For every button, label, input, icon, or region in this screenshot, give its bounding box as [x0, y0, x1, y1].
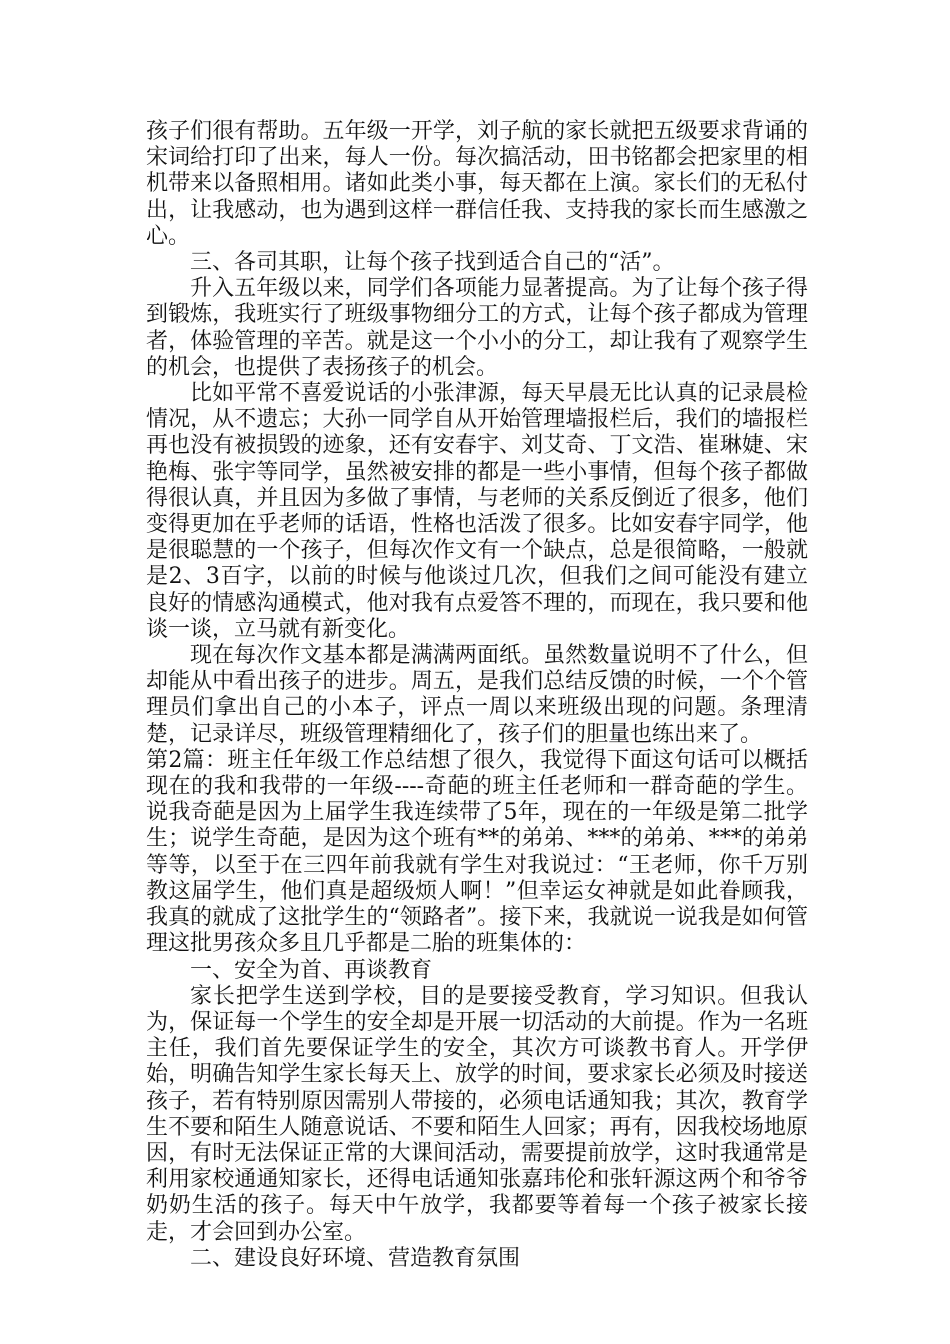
section-heading-2: 二、建设良好环境、营造教育氛围: [190, 1245, 521, 1271]
paragraph-1: 孩子们很有帮助。五年级一开学，刘子航的家长就把五级要求背诵的宋词给打印了出来，每人一份。每次搞活动，田书铭都会把家里的相机带来以备照相用。诸如此类小事，每天都在上演。家长们的无私付出，让我感动，也为遇到这样一群信任我、支持我的家长而生感激之心。: [146, 119, 808, 249]
article-2-intro: 第2篇：班主任年级工作总结想了很久，我觉得下面这句话可以概括现在的我和我带的一年级----奇葩的班主任老师和一群奇葩的学生。说我奇葩是因为上届学生我连续带了5年，现在的一年级是第二批学生；说学生奇葩，是因为这个班有**的弟弟、***的弟弟、***的弟弟等等，以至于在三四年前我就有学生对我说过：“王老师，你千万别教这届学生，他们真是超级烦人啊！”但幸运女神就是如此眷顾我，我真的就成了这批学生的“领路者”。接下来，我就说一说我是如何管理这批男孩众多且几乎都是二胎的班集体的：: [146, 747, 808, 957]
paragraph-5: 家长把学生送到学校，目的是要接受教育，学习知识。但我认为，保证每一个学生的安全却是开展一切活动的大前提。作为一名班主任，我们首先要保证学生的安全，其次方可谈教书育人。开学伊始，明确告知学生家长每天上、放学的时间，要求家长必须及时接送孩子，若有特别原因需别人带接的，必须电话通知我；其次，教育学生不要和陌生人随意说话、不要和陌生人回家；再有，因我校场地原因，有时无法保证正常的大课间活动，需要提前放学，这时我通常是利用家校通通知家长，还得电话通知张嘉玮伦和张轩源这两个和爷爷奶奶生活的孩子。每天中午放学，我都要等着每一个孩子被家长接走，才会回到办公室。: [146, 983, 808, 1245]
paragraph-2: 升入五年级以来，同学们各项能力显著提高。为了让每个孩子得到锻炼，我班实行了班级事物细分工的方式，让每个孩子都成为管理者，体验管理的辛苦。就是这一个小小的分工，却让我有了观察学生的机会，也提供了表扬孩子的机会。: [146, 276, 808, 380]
document-body: [146, 119, 808, 1272]
paragraph-3: 比如平常不喜爱说话的小张津源，每天早晨无比认真的记录晨检情况，从不遗忘；大孙一同学自从开始管理墙报栏后，我们的墙报栏再也没有被损毁的迹象，还有安春宇、刘艾奇、丁文浩、崔琳婕、宋艳梅、张宇等同学，虽然被安排的都是一些小事情，但每个孩子都做得很认真，并且因为多做了事情，与老师的关系反倒近了很多，他们变得更加在乎老师的话语，性格也活泼了很多。比如安春宇同学，他是很聪慧的一个孩子，但每次作文有一个缺点，总是很简略，一般就是2、3百字，以前的时候与他谈过几次，但我们之间可能没有建立良好的情感沟通模式，他对我有点爱答不理的，而现在，我只要和他谈一谈，立马就有新变化。: [146, 381, 808, 642]
section-heading-3: 三、各司其职，让每个孩子找到适合自己的“活”。: [190, 250, 675, 276]
section-heading-1: 一、安全为首、再谈教育: [190, 957, 433, 983]
paragraph-4: 现在每次作文基本都是满满两面纸。虽然数量说明不了什么，但却能从中看出孩子的进步。周五，是我们总结反馈的时候，一个个管理员们拿出自己的小本子，评点一周以来班级出现的问题。条理清楚，记录详尽，班级管理精细化了，孩子们的胆量也练出来了。: [146, 643, 808, 747]
